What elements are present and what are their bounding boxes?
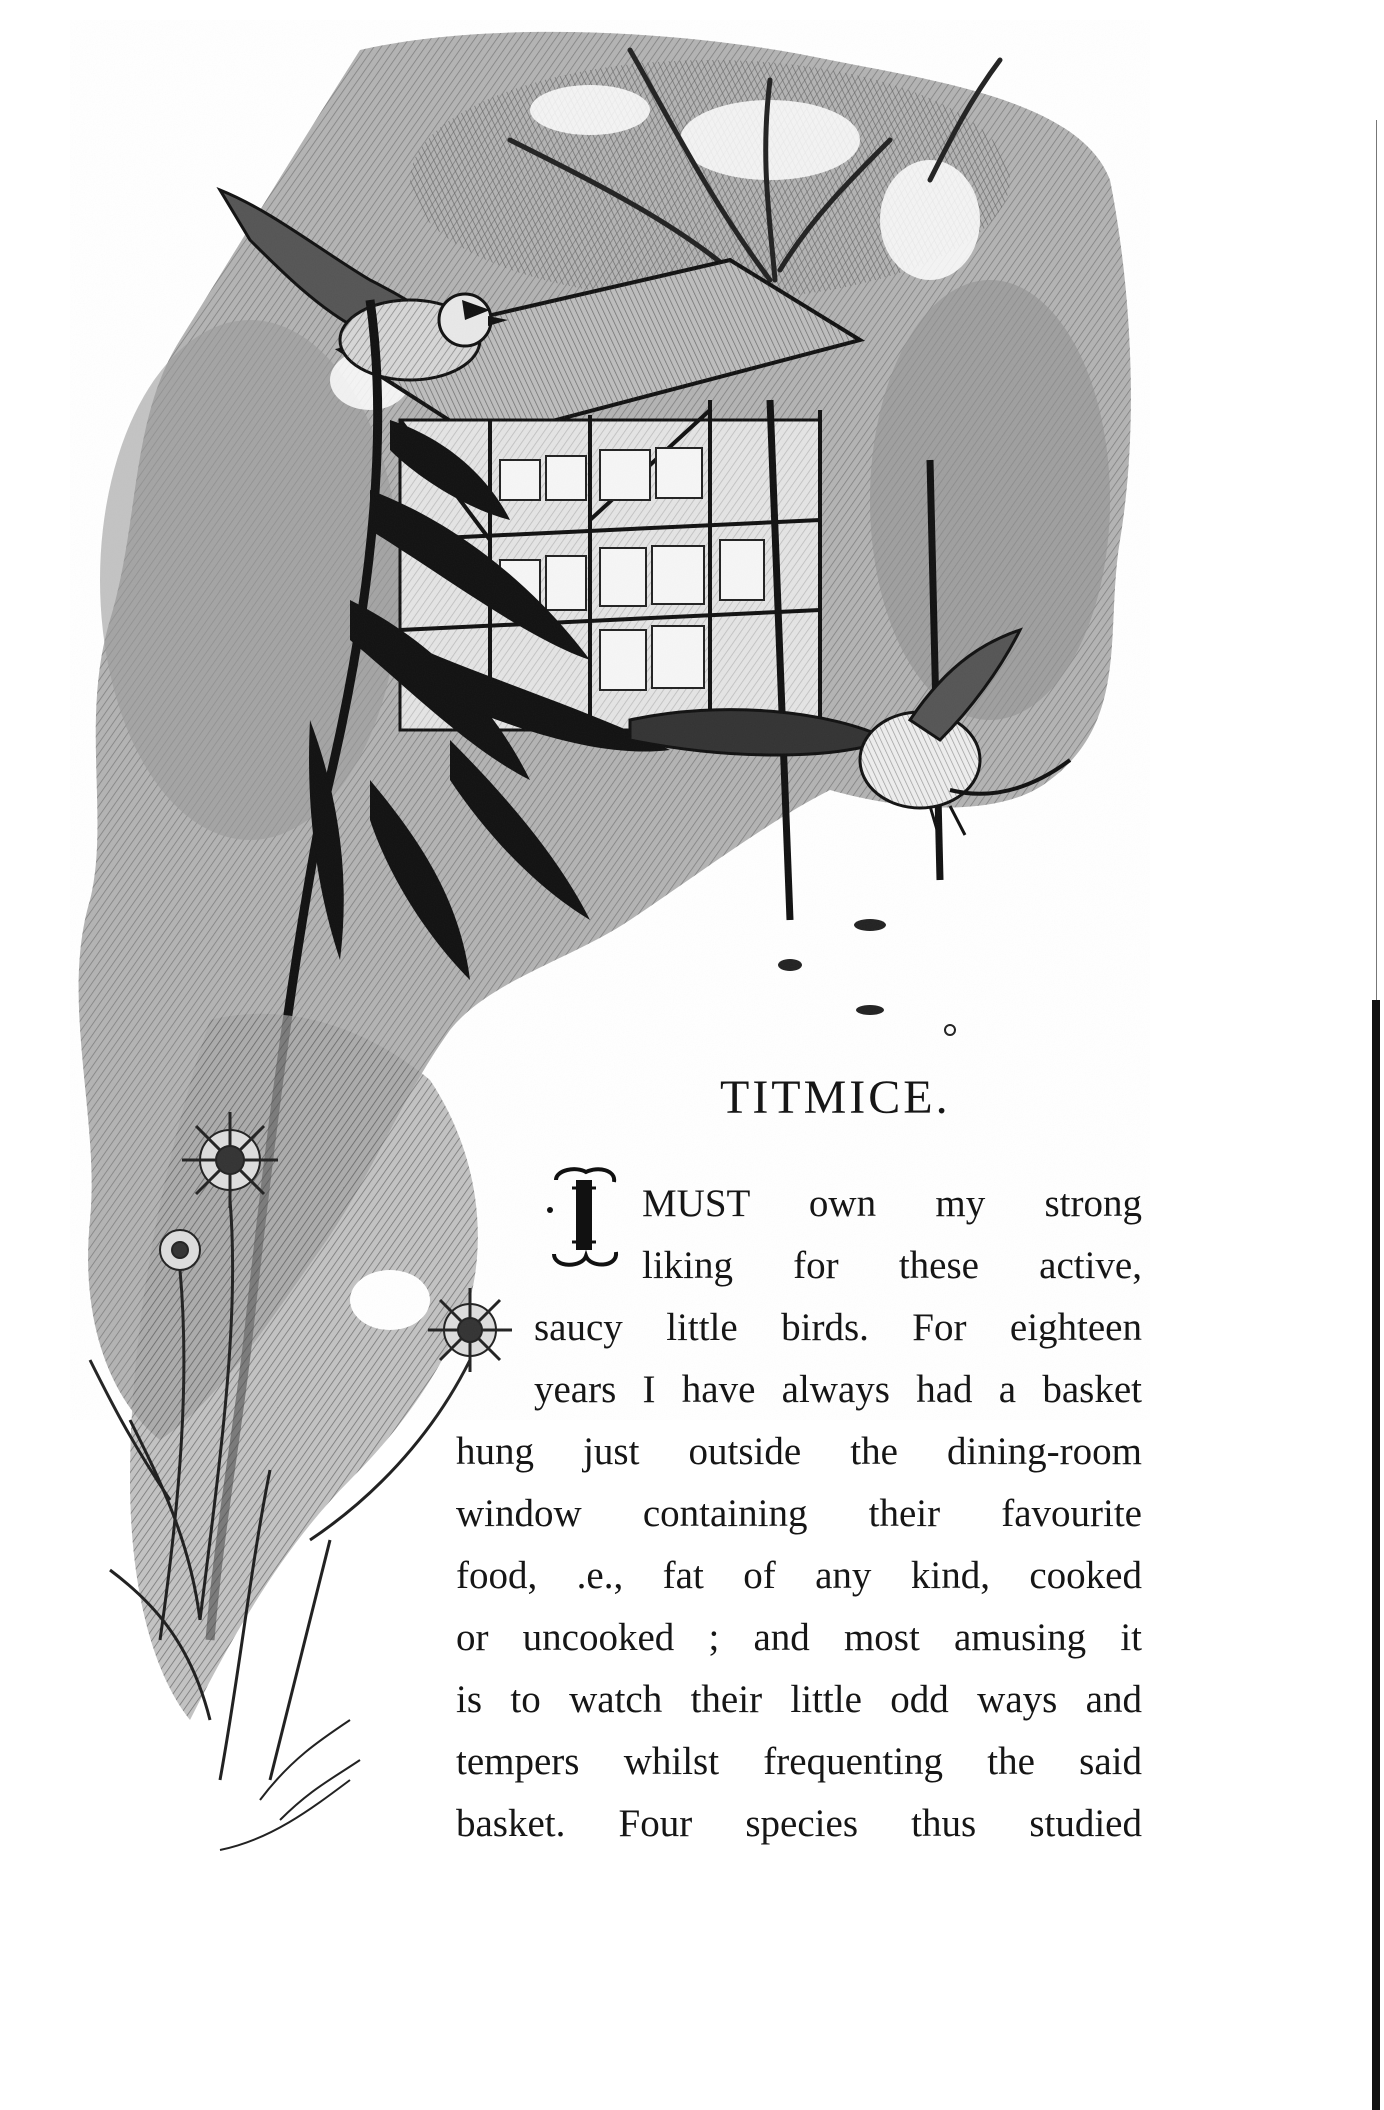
paragraph-line: tempers whilst frequenting the said (456, 1740, 1142, 1783)
artist-signature (220, 1720, 360, 1850)
paragraph-line: window containing their favourite (456, 1492, 1142, 1535)
page-edge-shadow (1372, 1000, 1380, 2110)
paragraph-line: liking for these active, (642, 1244, 1142, 1287)
paragraph-line: basket. Four species thus studied (456, 1802, 1142, 1845)
chapter-title: TITMICE. (720, 1071, 951, 1124)
paragraph-line: is to watch their little odd ways and (456, 1678, 1142, 1721)
paragraph-line: saucy little birds. For eighteen (534, 1306, 1142, 1349)
paragraph-line: years I have always had a basket (534, 1368, 1142, 1411)
paragraph-line: hung just outside the dining-room (456, 1430, 1142, 1473)
paragraph-line: MUST own my strong (642, 1182, 1142, 1225)
ornamental-drop-cap (546, 1166, 622, 1270)
titmice-illustration (70, 20, 1150, 1880)
paragraph-line: or uncooked ; and most amusing it (456, 1616, 1142, 1659)
page-edge-line (1376, 120, 1377, 1000)
paragraph-line: food, .e., fat of any kind, cooked (456, 1554, 1142, 1597)
